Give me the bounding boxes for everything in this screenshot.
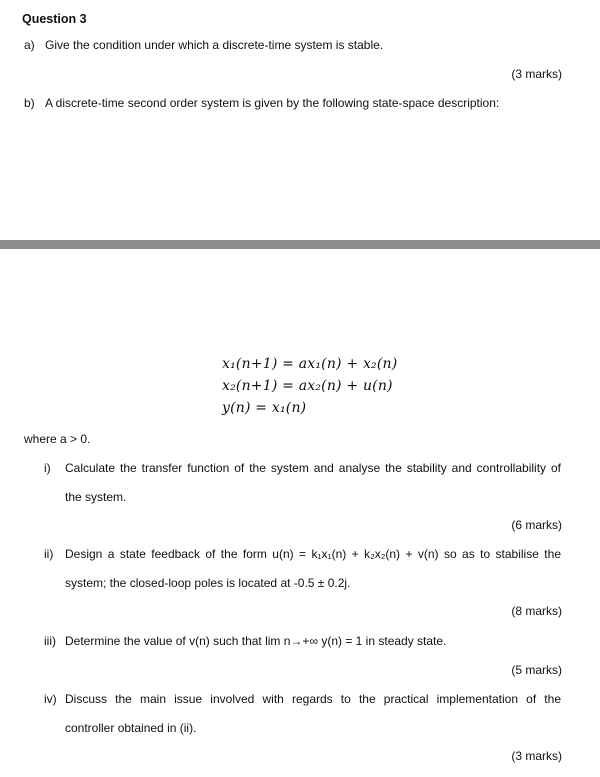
sub-i-line2: the system. (65, 490, 127, 504)
equation-2: x₂(n+1) = ax₂(n) + u(n) (222, 378, 393, 394)
sub-i-label: i) (44, 461, 51, 475)
sub-iv-line1: Discuss the main issue involved with regards to the practical implementation of the (65, 692, 561, 706)
sub-ii-line1: Design a state feedback of the form u(n) = k₁x₁(n) + k₂x₂(n) + v(n) so as to stabilise the (65, 547, 561, 561)
sub-ii-line2: system; the closed-loop poles is located at -0.5 ± 0.2j. (65, 576, 351, 590)
part-a-text: Give the condition under which a discrete-time system is stable. (45, 38, 384, 52)
equation-3: y(n) = x₁(n) (222, 400, 307, 416)
part-b-text: A discrete-time second order system is given by the following state-space description: (45, 96, 500, 110)
sub-iv-line2: controller obtained in (ii). (65, 721, 197, 735)
sub-ii-marks: (8 marks) (511, 604, 562, 618)
equation-1: x₁(n+1) = ax₁(n) + x₂(n) (222, 356, 398, 372)
part-a-marks: (3 marks) (511, 67, 562, 81)
page-divider (0, 240, 600, 249)
question-title: Question 3 (22, 12, 87, 26)
sub-iv-label: iv) (44, 692, 57, 706)
sub-iv-marks: (3 marks) (511, 749, 562, 763)
sub-iii-text: Determine the value of v(n) such that lim n→+∞ y(n) = 1 in steady state. (65, 634, 447, 648)
sub-i-marks: (6 marks) (511, 518, 562, 532)
sub-ii-label: ii) (44, 547, 54, 561)
where-text: where a > 0. (24, 432, 91, 446)
sub-iii-marks: (5 marks) (511, 663, 562, 677)
sub-i-line1: Calculate the transfer function of the system and analyse the stability and controllability of (65, 461, 561, 475)
part-a-label: a) (24, 38, 35, 52)
sub-iii-label: iii) (44, 634, 56, 648)
part-b-label: b) (24, 96, 35, 110)
